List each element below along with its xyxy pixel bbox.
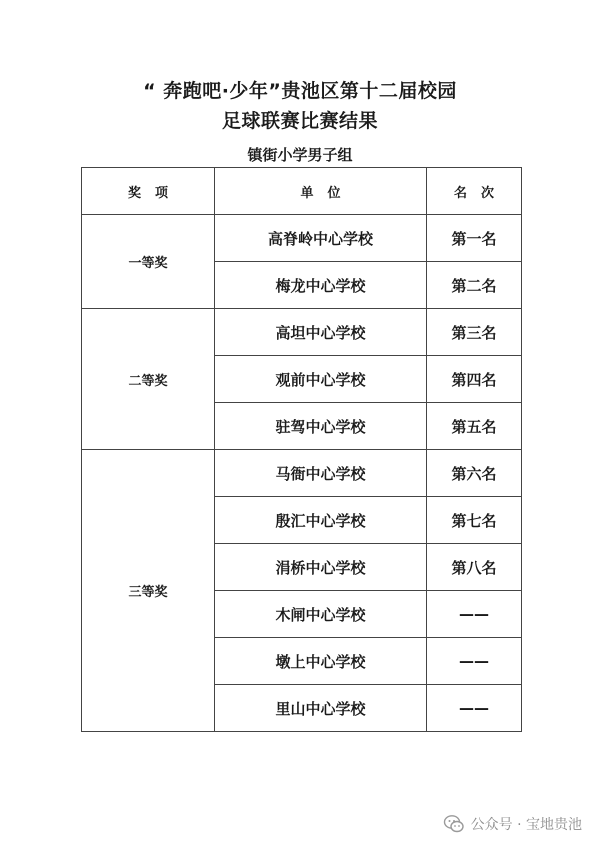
rank-cell: 第七名 xyxy=(427,497,522,544)
unit-cell: 梅龙中心学校 xyxy=(215,262,427,309)
table-row xyxy=(82,215,522,262)
watermark-text: 公众号 · 宝地贵池 xyxy=(470,817,582,833)
unit-cell: 高脊岭中心学校 xyxy=(215,215,427,262)
rank-cell: 第二名 xyxy=(427,262,522,309)
rank-cell: 第六名 xyxy=(427,450,522,497)
rank-cell: —— xyxy=(427,685,522,732)
unit-cell: 马衙中心学校 xyxy=(215,450,427,497)
title-line-2: 足球联赛比赛结果 xyxy=(221,110,378,132)
prize-cell-third: 三等奖 xyxy=(82,450,215,732)
rank-cell: 第四名 xyxy=(427,356,522,403)
table-row xyxy=(82,309,522,356)
rank-cell: —— xyxy=(427,638,522,685)
header-unit: 单位 xyxy=(215,168,427,215)
unit-cell: 里山中心学校 xyxy=(215,685,427,732)
rank-cell: 第一名 xyxy=(427,215,522,262)
prize-cell-second: 二等奖 xyxy=(82,309,215,450)
unit-cell: 木闸中心学校 xyxy=(215,591,427,638)
table-header-row xyxy=(82,168,522,215)
unit-cell: 高坦中心学校 xyxy=(215,309,427,356)
rank-cell: 第八名 xyxy=(427,544,522,591)
rank-cell: —— xyxy=(427,591,522,638)
header-rank: 名次 xyxy=(427,168,522,215)
unit-cell: 墩上中心学校 xyxy=(215,638,427,685)
document-subtitle: 镇街小学男子组 xyxy=(247,146,353,164)
header-prize: 奖项 xyxy=(82,168,215,215)
unit-cell: 驻驾中心学校 xyxy=(215,403,427,450)
watermark xyxy=(443,812,582,836)
unit-cell: 殷汇中心学校 xyxy=(215,497,427,544)
rank-cell: 第三名 xyxy=(427,309,522,356)
wechat-icon xyxy=(443,813,465,835)
unit-cell: 涓桥中心学校 xyxy=(215,544,427,591)
rank-cell: 第五名 xyxy=(427,403,522,450)
prize-cell-first: 一等奖 xyxy=(82,215,215,309)
title-line-1: “ 奔跑吧·少年”贵池区第十二届校园 xyxy=(143,80,457,102)
results-table xyxy=(81,167,522,732)
document-title xyxy=(0,76,600,136)
table-row xyxy=(82,450,522,497)
unit-cell: 观前中心学校 xyxy=(215,356,427,403)
